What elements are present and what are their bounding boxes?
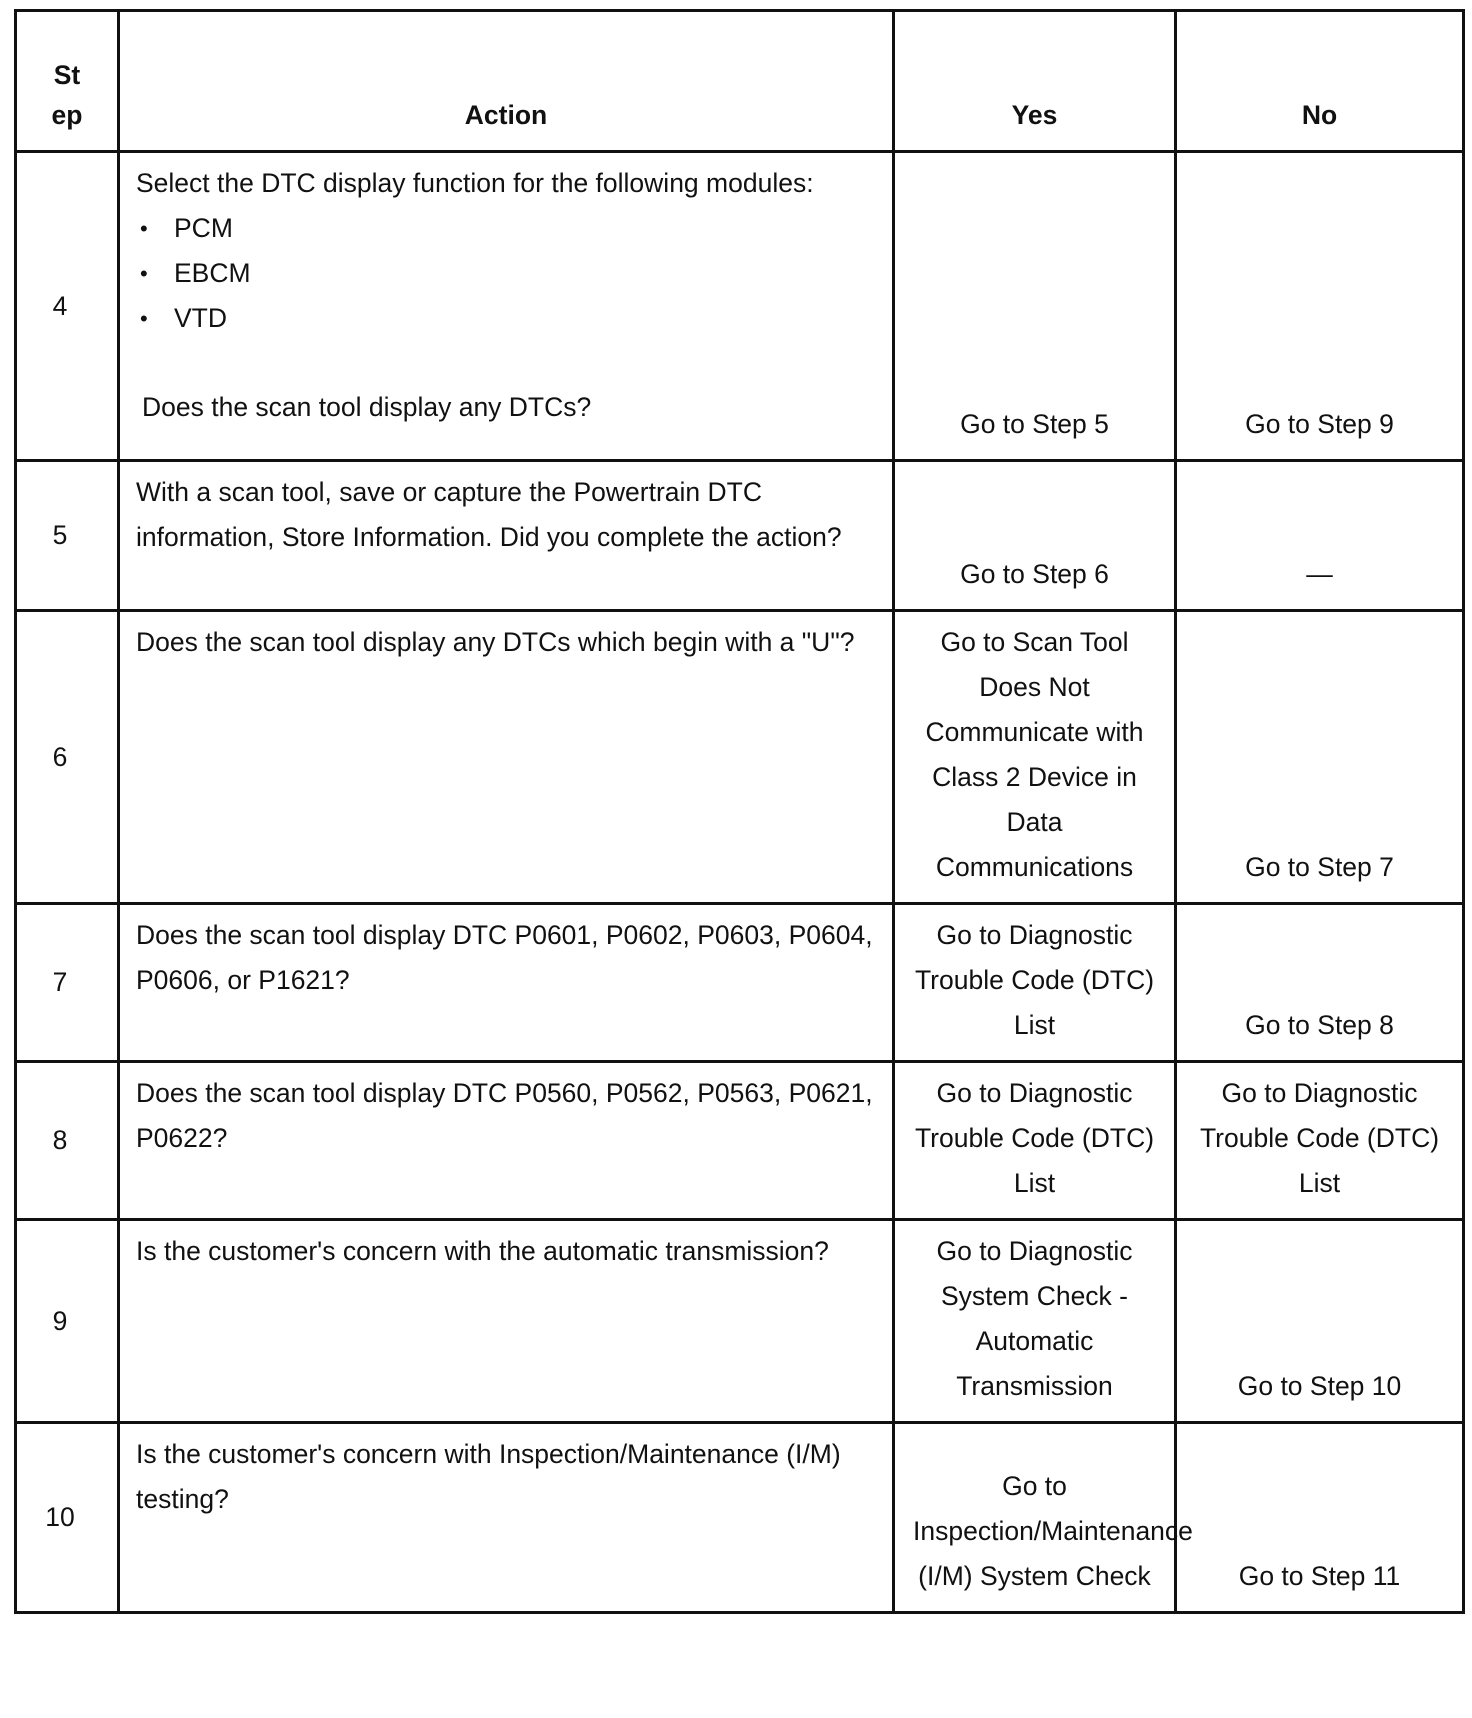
no-cell: Go to Step 10 [1176,1220,1464,1423]
action-cell [119,152,894,461]
header-step: Step [16,11,119,152]
yes-cell: Go to Diagnostic Trouble Code (DTC) List [894,1062,1176,1220]
no-cell: Go to Step 8 [1176,904,1464,1062]
table-row-step-10 [16,1423,1464,1613]
yes-cell: Go to Scan Tool Does Not Communicate with Class 2 Device in Data Communications [894,611,1176,904]
action-question: Does the scan tool display any DTCs? [142,392,592,422]
module-list [136,206,876,341]
action-cell: Is the customer's concern with Inspection/Maintenance (I/M) testing? [119,1423,894,1613]
header-action: Action [119,11,894,152]
table-row-step-7 [16,904,1464,1062]
step-number: 8 [16,1062,119,1220]
table-row-step-9 [16,1220,1464,1423]
no-cell: Go to Diagnostic Trouble Code (DTC) List [1176,1062,1464,1220]
diagnostic-steps-table [14,9,1465,1614]
step-number: 7 [16,904,119,1062]
action-cell: Is the customer's concern with the automatic transmission? [119,1220,894,1423]
table-row-step-5 [16,461,1464,611]
yes-cell: Go to Diagnostic Trouble Code (DTC) List [894,904,1176,1062]
header-yes: Yes [894,11,1176,152]
action-intro: Select the DTC display function for the following modules: [136,168,814,198]
no-cell: Go to Step 11 [1176,1423,1464,1613]
module-item-ebcm: • EBCM [136,251,876,296]
no-cell: — [1176,461,1464,611]
yes-cell: Go to Inspection/Maintenance (I/M) System Check [894,1423,1176,1613]
action-cell: With a scan tool, save or capture the Powertrain DTC information, Store Information. Did you complete the action? [119,461,894,611]
action-cell: Does the scan tool display DTC P0560, P0562, P0563, P0621, P0622? [119,1062,894,1220]
action-cell: Does the scan tool display any DTCs which begin with a "U"? [119,611,894,904]
header-no: No [1176,11,1464,152]
no-cell: Go to Step 7 [1176,611,1464,904]
step-number: 4 [16,152,119,461]
module-item-pcm: • PCM [136,206,876,251]
no-cell: Go to Step 9 [1176,152,1464,461]
table-header-row [16,11,1464,152]
table-row-step-8 [16,1062,1464,1220]
yes-cell: Go to Step 5 [894,152,1176,461]
yes-cell: Go to Step 6 [894,461,1176,611]
table-row-step-6 [16,611,1464,904]
step-number: 9 [16,1220,119,1423]
diagnostic-table-container [14,9,1465,1614]
step-number: 10 [16,1423,119,1613]
action-cell: Does the scan tool display DTC P0601, P0602, P0603, P0604, P0606, or P1621? [119,904,894,1062]
step-number: 5 [16,461,119,611]
module-item-vtd: • VTD [136,296,876,341]
yes-cell: Go to Diagnostic System Check - Automatic Transmission [894,1220,1176,1423]
table-row-step-4 [16,152,1464,461]
step-number: 6 [16,611,119,904]
